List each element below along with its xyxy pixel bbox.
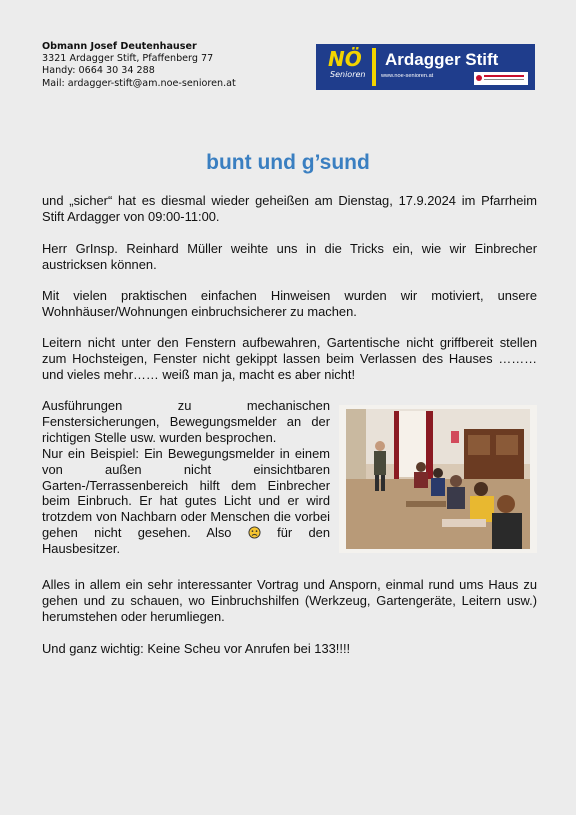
article-heading: bunt und g’sund (206, 151, 370, 174)
paragraph-intro: und „sicher“ hat es diesmal wieder geheißen am Dienstag, 17.9.2024 im Pfarrheim Stift Ardagger von 09:00-11:00. (42, 193, 537, 224)
contact-address: 3321 Ardagger Stift, Pfaffenberg 77 (42, 53, 214, 65)
logo-title: Ardagger Stift (385, 50, 499, 69)
noe-senioren-logo (316, 44, 535, 90)
contact-phone: Handy: 0664 30 34 288 (42, 65, 155, 77)
sad-face-icon (248, 526, 261, 539)
example-text: Nur ein Beispiel: Ein Bewegungsmelder in einem von außen nicht einsichtbaren Garten-/Terrassenbereich hilft dem Einbrecher beim Einbruch. Er hat gutes Licht und er wird trotzdem von Nachbarn oder Menschen die vorbei gehen nicht gesehen. Also (42, 446, 330, 540)
event-photo-image (346, 409, 530, 549)
paragraph-emergency: Und ganz wichtig: Keine Scheu vor Anrufen bei 133!!!! (42, 641, 351, 656)
contact-email: Mail: ardagger-stift@am.noe-senioren.at (42, 77, 236, 89)
paragraph-motivation: Mit vielen praktischen einfachen Hinweisen wurden wir motiviert, unsere Wohnhäuser/Wohnungen einbruchsicherer zu machen. (42, 288, 537, 319)
paragraph-speaker: Herr GrInsp. Reinhard Müller weihte uns in die Tricks ein, wie wir Einbrecher austricksen können. (42, 241, 537, 272)
logo-divider (372, 48, 376, 86)
paragraph-mechanical: Ausführungen zu mechanischen Fenstersicherungen, Bewegungsmelder an der richtigen Stelle usw. wurden besprochen. (42, 398, 330, 445)
logo-badge-icon (474, 72, 528, 85)
event-photo (339, 405, 537, 553)
header-contact (42, 41, 236, 90)
noe-mark (328, 48, 372, 86)
paragraph-example (42, 446, 330, 557)
contact-name: Obmann Josef Deutenhauser (42, 41, 197, 52)
logo-url: www.noe-senioren.at (381, 73, 434, 79)
example-text-end: für den Hausbesitzer. (42, 524, 331, 556)
paragraph-tips: Leitern nicht unter den Fenstern aufbewahren, Gartentische nicht griffbereit stellen zum Hochsteigen, Fenster nicht gekippt lassen beim Verlassen des Hauses ……… und vieles mehr…… weiß man ja, macht es aber nicht! (42, 335, 537, 382)
logo-subtitle: Senioren (330, 70, 366, 79)
logo-mark-text: NÖ (328, 47, 362, 71)
paragraph-conclusion: Alles in allem ein sehr interessanter Vortrag und Ansporn, einmal rund ums Haus zu gehen und zu schauen, wo Einbruchshilfen (Werkzeug, Gartengeräte, Leitern usw.) herumstehen oder herumliegen. (42, 577, 537, 624)
